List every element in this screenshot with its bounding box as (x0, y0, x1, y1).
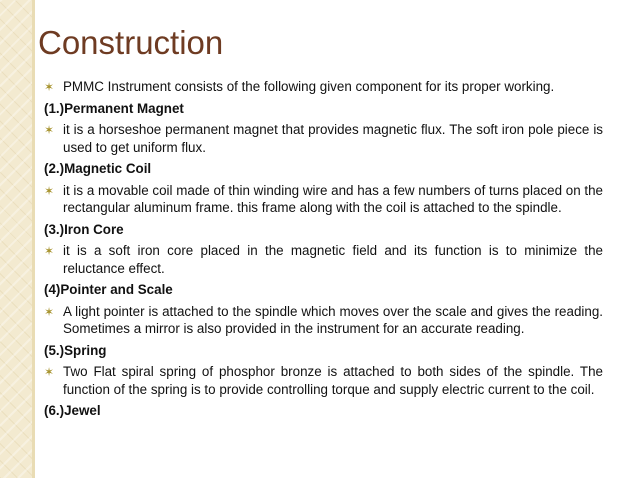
bullet-spring (44, 363, 603, 398)
section-heading-jewel: (6.)Jewel (44, 403, 101, 418)
bullet-text: it is a movable coil made of thin winding wire and has a few numbers of turns placed on the rectangular aluminum frame. this frame along with the coil is attached to the spindle. (63, 182, 603, 215)
bullet-star-icon: ✶ (44, 80, 55, 94)
section-heading-magnetic-coil: (2.)Magnetic Coil (44, 161, 152, 176)
slide-title: Construction (38, 24, 224, 61)
decorative-left-line (32, 0, 35, 478)
bullet-pointer-and-scale (44, 303, 603, 338)
section-heading-spring: (5.)Spring (44, 342, 107, 358)
section-heading-permanent-magnet: (1.)Permanent Magnet (44, 100, 184, 116)
bullet-permanent-magnet (44, 121, 603, 156)
bullet-text: it is a soft iron core placed in the magnetic field and its function is to minimize the reluctance effect. (63, 243, 603, 276)
bullet-star-icon: ✶ (44, 304, 55, 319)
bullet-iron-core (44, 242, 603, 277)
bullet-text: PMMC Instrument consists of the following given component for its proper working. (63, 79, 555, 94)
bullet-text: it is a horseshoe permanent magnet that provides magnetic flux. The soft iron pole piece is used to get uniform flux. (63, 122, 603, 155)
bullet-text: A light pointer is attached to the spindle which moves over the scale and gives the reading. Sometimes a mirror is also provided in the instrument for an accurate reading. (63, 303, 603, 336)
bullet-star-icon: ✶ (44, 123, 55, 137)
section-heading-iron-core: (3.)Iron Core (44, 221, 124, 237)
bullet-star-icon: ✶ (44, 365, 55, 379)
slide-content (44, 78, 603, 424)
bullet-magnetic-coil (44, 182, 603, 217)
bullet-intro (44, 78, 603, 96)
decorative-left-band (0, 0, 32, 478)
bullet-star-icon: ✶ (44, 244, 55, 258)
bullet-text: Two Flat spiral spring of phosphor bronze is attached to both sides of the spindle. The function of the spring is to provide controlling torque and supply electric current to the coil. (63, 364, 603, 397)
bullet-star-icon: ✶ (44, 183, 55, 198)
section-heading-pointer-and-scale: (4)Pointer and Scale (44, 282, 173, 297)
